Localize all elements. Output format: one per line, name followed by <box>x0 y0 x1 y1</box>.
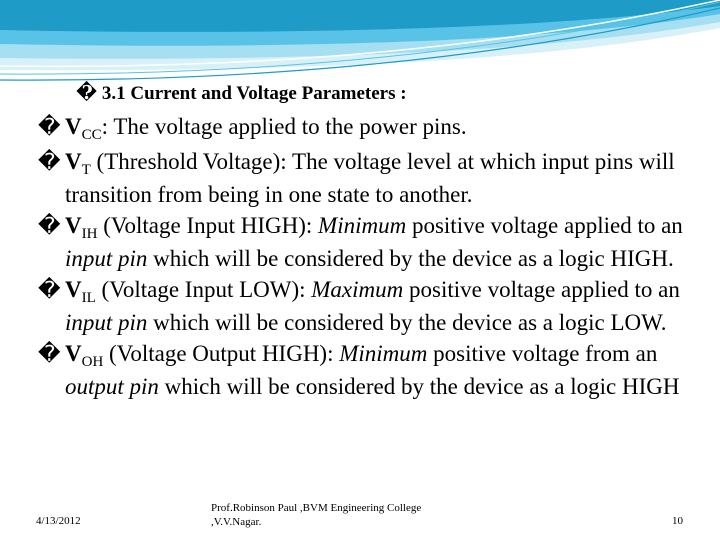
heading-bullet-icon: � <box>76 83 98 104</box>
parameter-symbol: V <box>65 114 82 139</box>
parameter-text: : The voltage applied to the power pins. <box>101 114 467 139</box>
emphasis-text: input pin <box>65 310 148 335</box>
parameter-subscript: CC <box>81 127 102 143</box>
parameter-list <box>38 112 688 403</box>
footer-date: 4/13/2012 <box>36 515 81 527</box>
parameter-text: (Voltage Input HIGH): <box>97 213 319 238</box>
parameter-subscript: IL <box>81 290 96 306</box>
list-item <box>38 147 688 209</box>
bullet-icon: � <box>38 278 61 303</box>
parameter-text: which will be considered by the device as a logic LOW. <box>147 310 667 335</box>
list-item <box>38 275 688 337</box>
bullet-icon: � <box>38 150 61 175</box>
emphasis-text: Minimum <box>318 213 407 238</box>
bullet-icon: � <box>38 214 61 239</box>
footer-author <box>211 501 481 529</box>
page-number: 10 <box>672 515 683 527</box>
parameter-text: which will be considered by the device as a logic HIGH. <box>147 246 674 271</box>
bullet-icon: � <box>38 115 61 140</box>
parameter-text: (Threshold Voltage): The voltage level at which input pins will transition from being in one state to another. <box>65 149 675 207</box>
emphasis-text: Maximum <box>311 277 404 302</box>
parameter-symbol: V <box>65 213 82 238</box>
parameter-symbol: V <box>65 341 82 366</box>
parameter-symbol: V <box>65 277 82 302</box>
section-heading <box>76 82 407 105</box>
emphasis-text: output pin <box>65 374 159 399</box>
list-item <box>38 211 688 273</box>
heading-text: 3.1 Current and Voltage Parameters : <box>101 83 407 104</box>
parameter-text: (Voltage Output HIGH): <box>103 341 340 366</box>
parameter-subscript: T <box>81 162 91 178</box>
parameter-subscript: IH <box>81 226 98 242</box>
footer-author-line: ,V.V.Nagar. <box>211 516 262 528</box>
footer-author-line: Prof.Robinson Paul ,BVM Engineering College <box>211 502 422 514</box>
parameter-text: positive voltage applied to an <box>403 277 680 302</box>
parameter-text: (Voltage Input LOW): <box>95 277 312 302</box>
header-wave-decoration <box>0 0 720 90</box>
parameter-text: which will be considered by the device as a logic HIGH <box>158 374 680 399</box>
parameter-text: positive voltage from an <box>427 341 658 366</box>
list-item <box>38 112 688 145</box>
parameter-symbol: V <box>65 149 82 174</box>
parameter-subscript: OH <box>81 354 104 370</box>
parameter-text: positive voltage applied to an <box>406 213 683 238</box>
emphasis-text: Minimum <box>339 341 428 366</box>
list-item <box>38 339 688 401</box>
bullet-icon: � <box>38 342 61 367</box>
emphasis-text: input pin <box>65 246 148 271</box>
